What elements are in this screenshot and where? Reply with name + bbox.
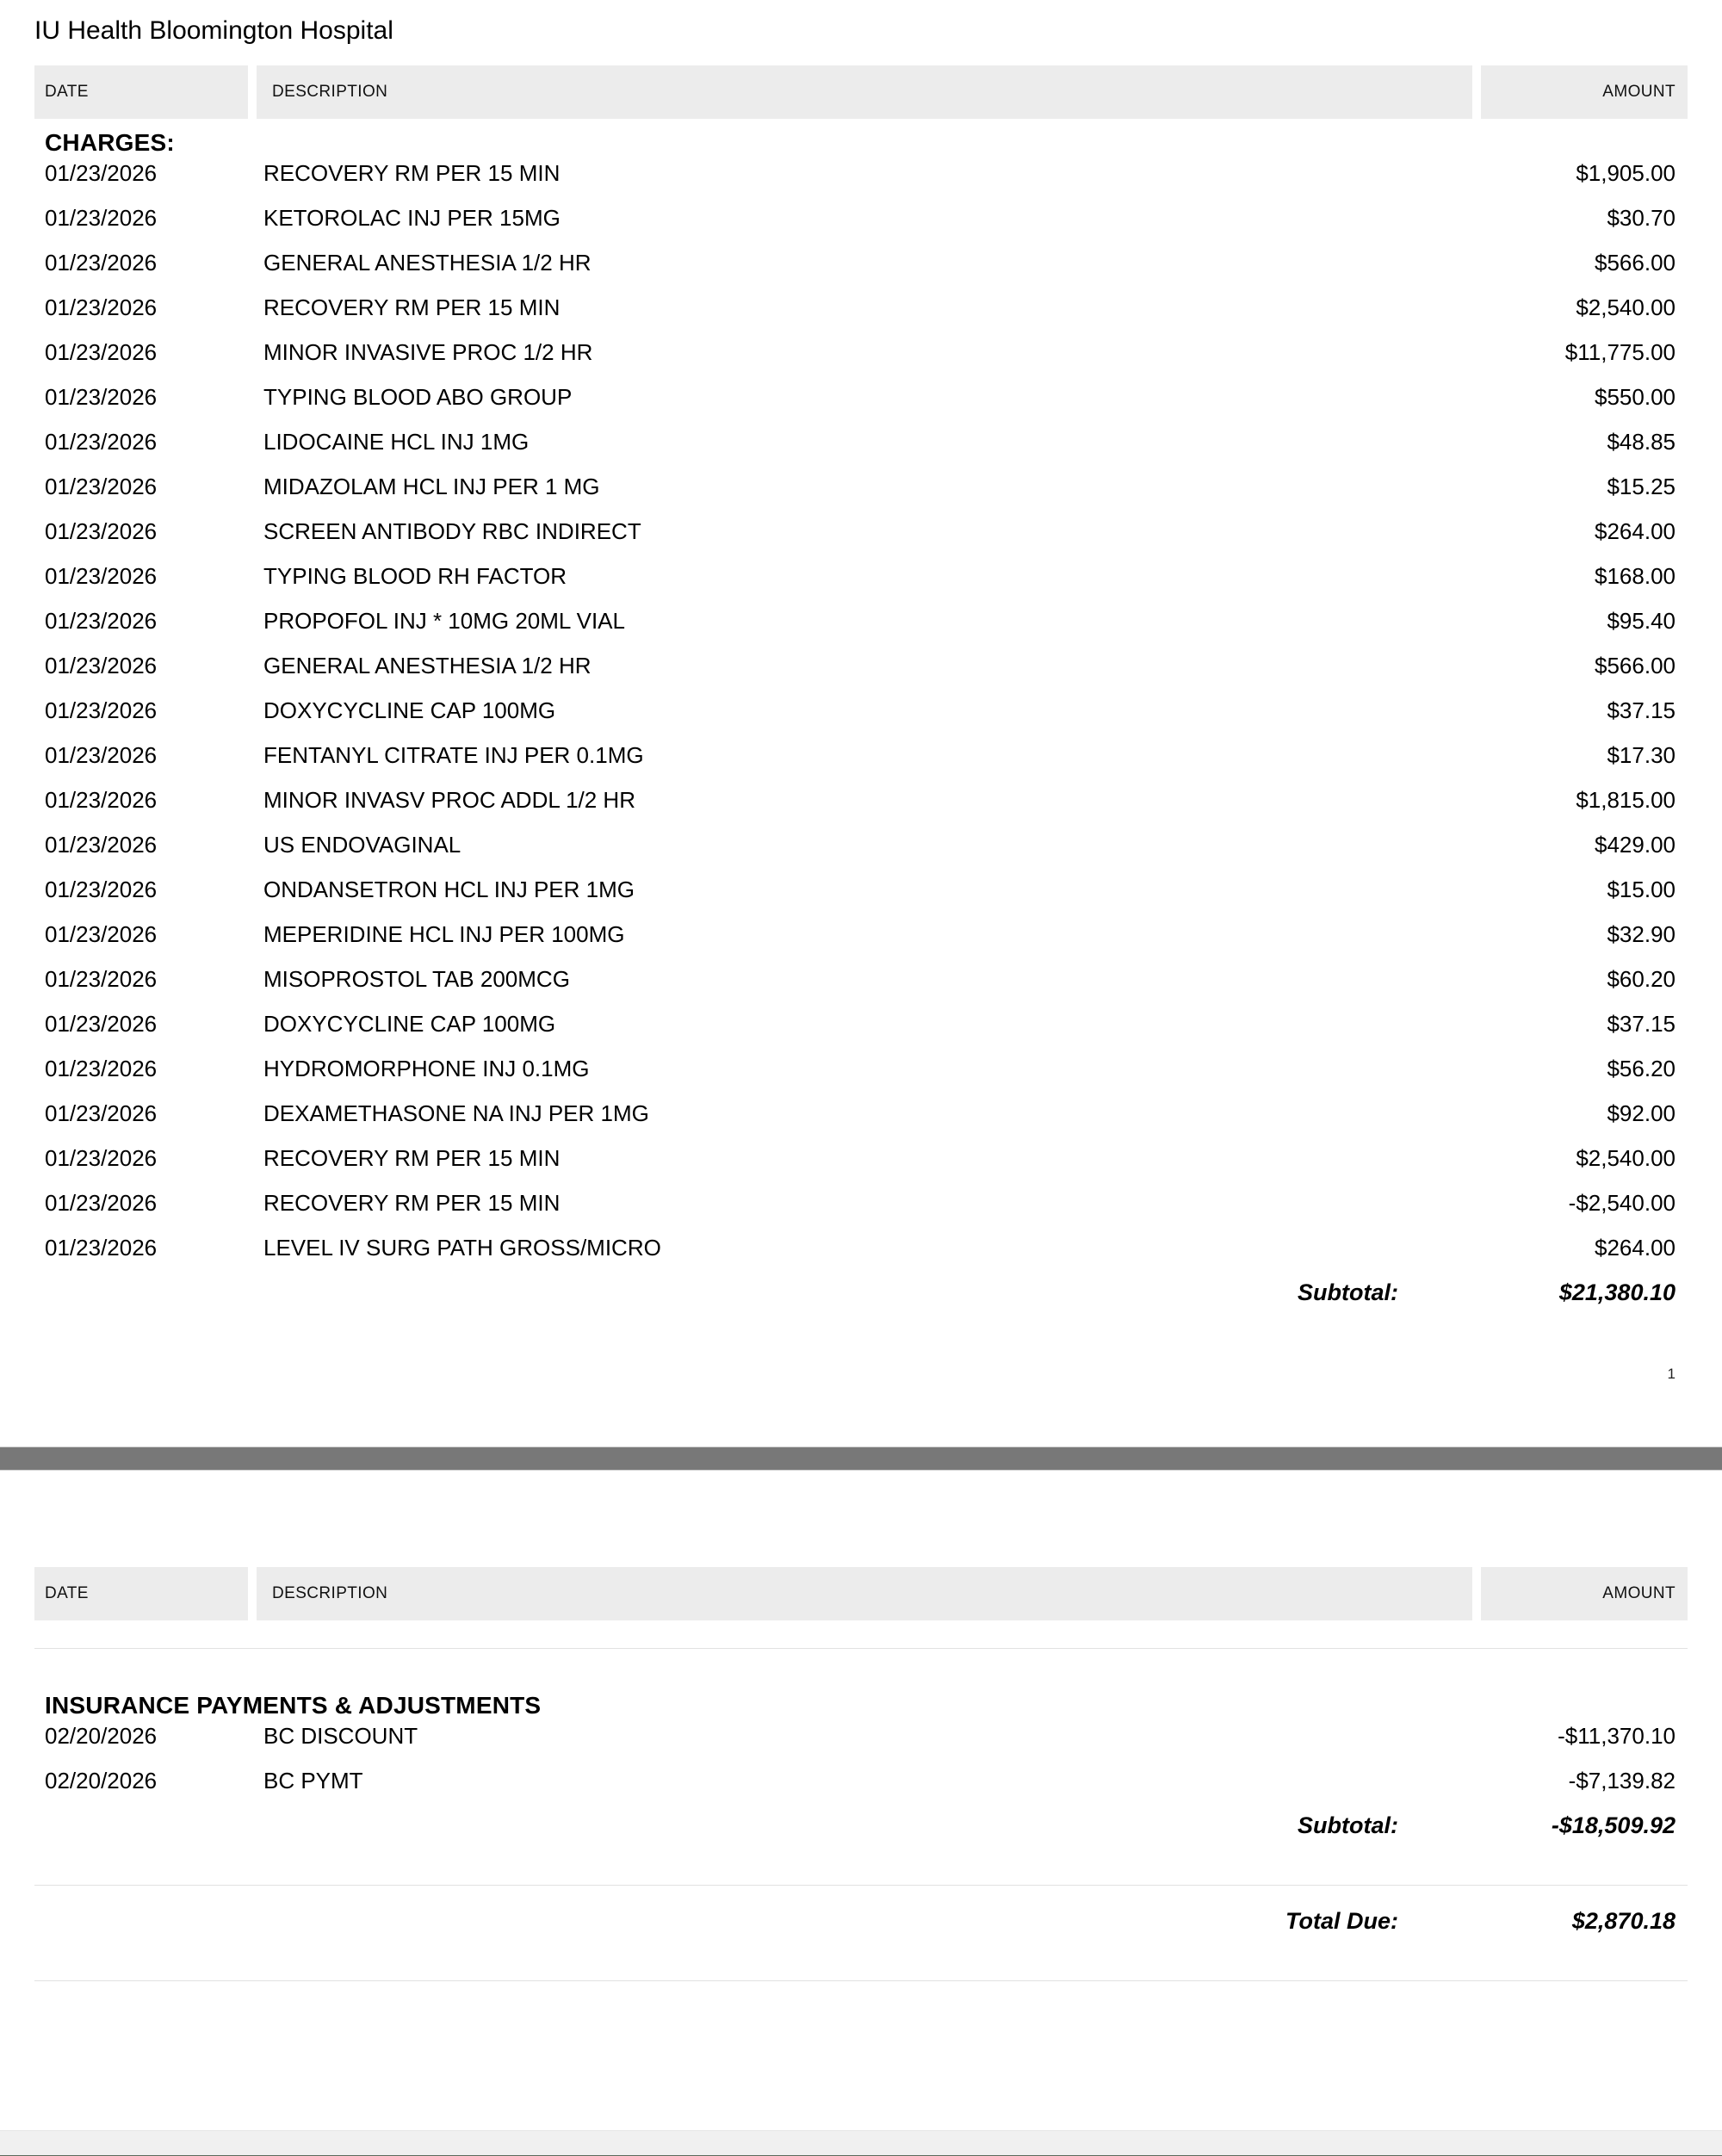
table-row [34,1190,1688,1235]
table-row [34,384,1688,429]
cell-amount: $264.00 [1595,1235,1676,1261]
table-row [34,250,1688,294]
cell-amount: $92.00 [1607,1100,1676,1126]
cell-description: LEVEL IV SURG PATH GROSS/MICRO [263,1235,661,1261]
cell-date: 01/23/2026 [45,608,158,634]
cell-description: MINOR INVASV PROC ADDL 1/2 HR [263,787,635,813]
insurance-row-list [34,1723,1688,1812]
cell-date: 01/23/2026 [45,1145,158,1171]
cell-description: DOXYCYCLINE CAP 100MG [263,1011,556,1037]
charges-row-list [34,160,1688,1279]
cell-amount: $566.00 [1595,250,1676,276]
spacer-below-rule [34,1649,1688,1687]
column-header-date-page2 [34,1567,248,1620]
cell-description: MIDAZOLAM HCL INJ PER 1 MG [263,474,600,499]
cell-amount: $550.00 [1595,384,1676,410]
table-row [34,921,1688,966]
cell-description: BC DISCOUNT [263,1723,418,1749]
insurance-subtotal-label: Subtotal: [1298,1812,1398,1838]
cell-description: TYPING BLOOD RH FACTOR [263,563,567,589]
cell-amount: $168.00 [1595,563,1676,589]
page-2-top-spacer [0,1471,1722,1567]
cell-amount: $15.25 [1607,474,1676,499]
cell-amount: $1,815.00 [1576,787,1676,813]
cell-date: 01/23/2026 [45,563,158,589]
cell-description: RECOVERY RM PER 15 MIN [263,1190,561,1216]
cell-date: 01/23/2026 [45,294,158,320]
cell-date: 01/23/2026 [45,1190,158,1216]
table-row [34,429,1688,474]
table-row [34,1100,1688,1145]
cell-description: BC PYMT [263,1768,363,1794]
spacer-above-total-rule [34,1862,1688,1885]
cell-date: 01/23/2026 [45,787,158,813]
cell-description: DEXAMETHASONE NA INJ PER 1MG [263,1100,649,1126]
cell-amount: $32.90 [1607,921,1676,947]
table-row [34,1145,1688,1190]
divider-below-total-due [34,1980,1688,1981]
cell-amount: $56.20 [1607,1056,1676,1081]
cell-date: 01/23/2026 [45,160,158,186]
cell-description: US ENDOVAGINAL [263,832,461,858]
cell-date: 01/23/2026 [45,205,158,231]
cell-description: RECOVERY RM PER 15 MIN [263,294,561,320]
provider-name: IU Health Bloomington Hospital [34,16,393,45]
cell-description: KETOROLAC INJ PER 15MG [263,205,561,231]
table-row [34,474,1688,518]
column-header-date-label-page2: DATE [45,1584,89,1602]
cell-amount: $566.00 [1595,653,1676,678]
cell-date: 02/20/2026 [45,1768,158,1794]
cell-date: 01/23/2026 [45,697,158,723]
spacer-after-total [34,1958,1688,1980]
cell-amount: $2,540.00 [1576,1145,1676,1171]
cell-description: MEPERIDINE HCL INJ PER 100MG [263,921,625,947]
cell-date: 01/23/2026 [45,429,158,455]
table-row [34,518,1688,563]
cell-amount: $17.30 [1607,742,1676,768]
cell-date: 01/23/2026 [45,832,158,858]
payments-table-header [34,1567,1688,1620]
cell-amount: $37.15 [1607,697,1676,723]
table-row [34,787,1688,832]
column-header-amount-page2 [1481,1567,1688,1620]
cell-description: SCREEN ANTIBODY RBC INDIRECT [263,518,641,544]
column-header-amount-label: AMOUNT [1602,83,1676,101]
spacer-above-rule [34,1626,1688,1648]
charges-subtotal-row [34,1279,1688,1329]
cell-amount: $60.20 [1607,966,1676,992]
insurance-section-label: INSURANCE PAYMENTS & ADJUSTMENTS [45,1692,542,1719]
footer-band [0,2130,1722,2156]
page-1-bottom-spacer [34,1383,1688,1447]
table-row [34,1056,1688,1100]
cell-description: LIDOCAINE HCL INJ 1MG [263,429,530,455]
cell-amount: $15.00 [1607,877,1676,902]
cell-description: DOXYCYCLINE CAP 100MG [263,697,556,723]
total-due-value: $2,870.18 [1571,1908,1676,1934]
column-header-description-label-page2: DESCRIPTION [272,1584,388,1602]
cell-description: MISOPROSTOL TAB 200MCG [263,966,570,992]
cell-amount: $37.15 [1607,1011,1676,1037]
page-number: 1 [1667,1366,1676,1382]
cell-amount: $264.00 [1595,518,1676,544]
charges-table-header [34,65,1688,119]
cell-description: MINOR INVASIVE PROC 1/2 HR [263,339,593,365]
insurance-subtotal-row [34,1812,1688,1862]
charges-section-label: CHARGES: [45,129,175,156]
cell-description: HYDROMORPHONE INJ 0.1MG [263,1056,590,1081]
cell-description: GENERAL ANESTHESIA 1/2 HR [263,250,592,276]
total-due-row [34,1908,1688,1958]
table-row [34,608,1688,653]
cell-date: 01/23/2026 [45,1011,158,1037]
column-header-description-label: DESCRIPTION [272,83,388,101]
cell-amount: -$2,540.00 [1568,1190,1676,1216]
table-row [34,160,1688,205]
cell-amount: -$7,139.82 [1568,1768,1676,1794]
insurance-subtotal-value: -$18,509.92 [1551,1812,1676,1838]
table-row [34,877,1688,921]
cell-amount: $48.85 [1607,429,1676,455]
column-header-date [34,65,248,119]
cell-amount: $429.00 [1595,832,1676,858]
column-header-amount-label-page2: AMOUNT [1602,1584,1676,1602]
cell-description: TYPING BLOOD ABO GROUP [263,384,573,410]
column-header-description [257,65,1472,119]
cell-description: RECOVERY RM PER 15 MIN [263,160,561,186]
cell-amount: $11,775.00 [1564,339,1676,365]
cell-description: GENERAL ANESTHESIA 1/2 HR [263,653,592,678]
statement-page-2 [0,1471,1722,1981]
page-separator-bar [0,1447,1722,1471]
cell-amount: $30.70 [1607,205,1676,231]
column-header-date-label: DATE [45,83,89,101]
charges-subtotal-label: Subtotal: [1298,1279,1398,1305]
table-row [34,832,1688,877]
cell-description: ONDANSETRON HCL INJ PER 1MG [263,877,635,902]
charges-subtotal-value: $21,380.10 [1558,1279,1676,1305]
table-row [34,1723,1688,1768]
table-row [34,563,1688,608]
cell-amount: $1,905.00 [1576,160,1676,186]
cell-description: FENTANYL CITRATE INJ PER 0.1MG [263,742,644,768]
spacer-below-total-rule [34,1886,1688,1908]
cell-date: 01/23/2026 [45,653,158,678]
cell-date: 01/23/2026 [45,1100,158,1126]
cell-date: 01/23/2026 [45,474,158,499]
cell-amount: -$11,370.10 [1558,1723,1676,1749]
cell-date: 01/23/2026 [45,966,158,992]
cell-date: 01/23/2026 [45,1056,158,1081]
cell-date: 01/23/2026 [45,339,158,365]
cell-date: 01/23/2026 [45,250,158,276]
cell-date: 01/23/2026 [45,384,158,410]
table-row [34,294,1688,339]
table-row [34,653,1688,697]
cell-date: 01/23/2026 [45,921,158,947]
table-row [34,1011,1688,1056]
total-due-label: Total Due: [1285,1908,1398,1934]
cell-amount: $2,540.00 [1576,294,1676,320]
cell-date: 01/23/2026 [45,877,158,902]
cell-date: 02/20/2026 [45,1723,158,1749]
table-row [34,1768,1688,1812]
table-row [34,697,1688,742]
table-row [34,339,1688,384]
cell-description: RECOVERY RM PER 15 MIN [263,1145,561,1171]
table-row [34,742,1688,787]
table-row [34,205,1688,250]
table-row [34,1235,1688,1279]
column-header-description-page2 [257,1567,1472,1620]
cell-amount: $95.40 [1607,608,1676,634]
column-header-amount [1481,65,1688,119]
cell-date: 01/23/2026 [45,742,158,768]
cell-date: 01/23/2026 [45,518,158,544]
cell-description: PROPOFOL INJ * 10MG 20ML VIAL [263,608,625,634]
table-row [34,966,1688,1011]
cell-date: 01/23/2026 [45,1235,158,1261]
